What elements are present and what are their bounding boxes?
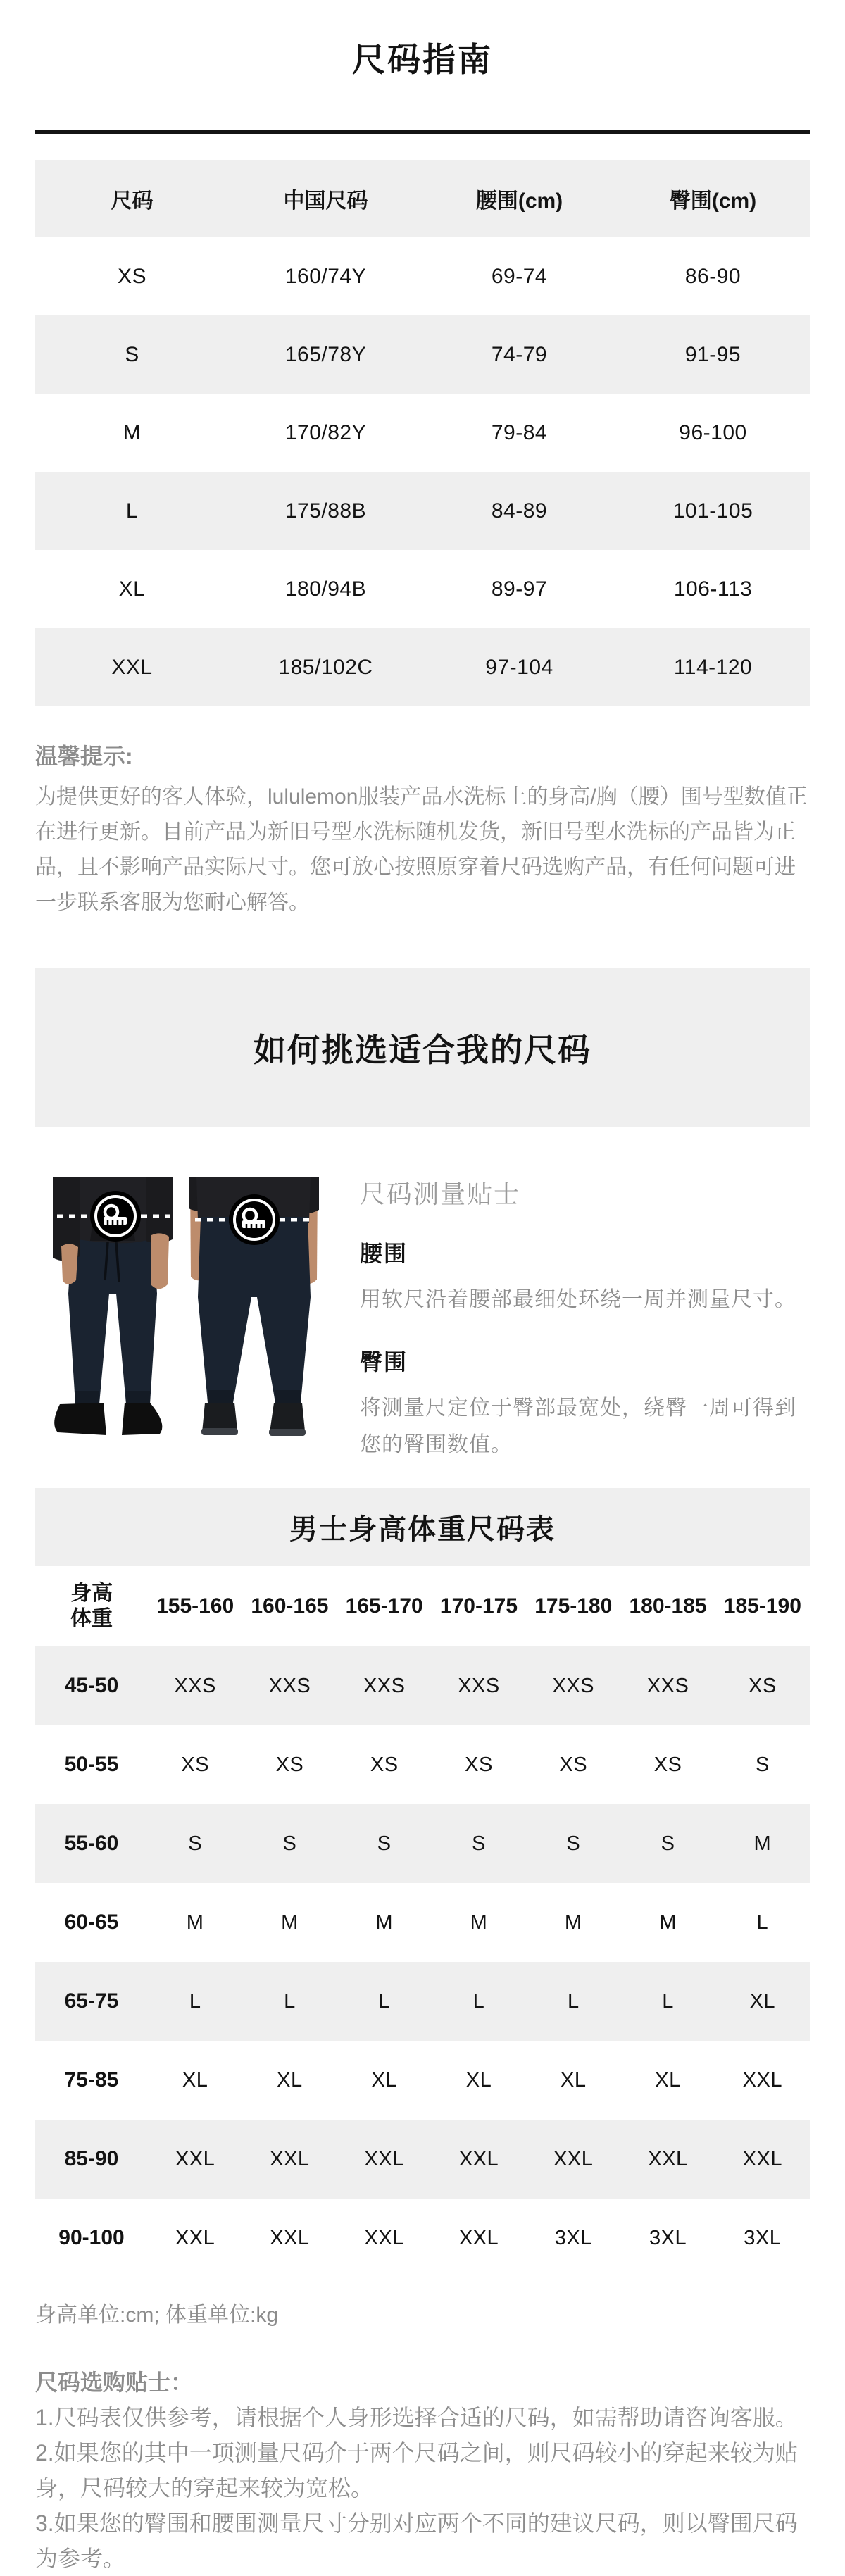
hw-table-head (35, 1566, 810, 1646)
height-range-header: 165-170 (345, 1594, 423, 1618)
hw-size-cell: XL (371, 2068, 397, 2092)
size-row (35, 628, 810, 706)
purchase-tips-list (35, 2400, 810, 2576)
height-weight-table (35, 1566, 810, 2277)
purchase-tips-title: 尺码选购贴士： (35, 2370, 194, 2395)
size-cell: 86-90 (684, 264, 741, 288)
hw-size-cell: L (189, 1989, 201, 2013)
size-cell: L (125, 499, 139, 523)
hw-size-cell: XS (559, 1753, 588, 1776)
hw-size-cell: L (567, 1989, 580, 2013)
hw-row (35, 1962, 810, 2041)
hw-size-cell: XXS (174, 1674, 216, 1697)
hw-size-cell: XL (465, 2068, 492, 2092)
hw-size-cell: M (659, 1911, 677, 1934)
weight-range-label: 75-85 (64, 2068, 119, 2092)
size-header-cell: 臀围(cm) (669, 189, 757, 213)
height-range-header: 185-190 (723, 1594, 801, 1618)
hw-size-cell: XXL (742, 2147, 782, 2170)
size-cell: 165/78Y (284, 342, 367, 366)
purchase-tips-section (35, 2365, 810, 2576)
pants-front-figure (53, 1177, 173, 1435)
hw-size-cell: XXL (458, 2226, 499, 2249)
hw-size-cell: L (756, 1911, 769, 1934)
tip-item: 1.尺码表仅供参考，请根据个人身形选择合适的尺码，如需帮助请咨询客服。 (35, 2405, 798, 2430)
hw-size-cell: XS (653, 1753, 682, 1776)
size-cell: 84-89 (491, 499, 548, 523)
hw-size-cell: S (566, 1832, 581, 1855)
hip-description: 将测量尺定位于臀部最宽处，绕臀一周可得到您的臀围数值。 (360, 1396, 796, 1456)
corner-weight-label: 体重 (70, 1607, 113, 1630)
hw-size-cell: XXL (175, 2226, 215, 2249)
weight-range-label: 60-65 (64, 1911, 119, 1934)
size-cell: 69-74 (491, 264, 548, 288)
hw-size-cell: XS (275, 1753, 304, 1776)
height-range-header: 160-165 (251, 1594, 329, 1618)
size-cell: 160/74Y (284, 264, 367, 288)
hw-size-cell: 3XL (649, 2226, 687, 2249)
size-cell: 180/94B (284, 577, 367, 601)
size-cell: 89-97 (491, 577, 548, 601)
hw-corner-cell (35, 1566, 148, 1646)
hw-size-cell: M (186, 1911, 204, 1934)
hw-size-cell: M (470, 1911, 488, 1934)
size-cell: 74-79 (491, 342, 548, 366)
size-cell: 91-95 (684, 342, 741, 366)
hw-table-body (35, 1646, 810, 2277)
measure-tips (360, 1177, 810, 1463)
hw-row (35, 1804, 810, 1883)
size-cell: 170/82Y (284, 420, 367, 444)
size-header-row (35, 160, 810, 237)
hw-size-cell: XXS (268, 1674, 311, 1697)
size-table-head (35, 160, 810, 237)
size-cell: M (123, 420, 142, 444)
size-cell: XXL (111, 655, 153, 679)
height-range-header: 170-175 (439, 1594, 518, 1618)
hw-size-cell: XXL (553, 2147, 594, 2170)
size-row (35, 394, 810, 472)
hw-size-cell: L (662, 1989, 674, 2013)
hw-size-cell: L (378, 1989, 391, 2013)
hw-row (35, 1883, 810, 1962)
size-cell: 79-84 (491, 420, 548, 444)
hw-size-cell: S (282, 1832, 297, 1855)
hw-size-cell: XL (277, 2068, 303, 2092)
hw-size-cell: XXL (270, 2147, 310, 2170)
hw-size-cell: S (377, 1832, 392, 1855)
tip-item: 3.如果您的臀围和腰围测量尺寸分别对应两个不同的建议尺码，则以臀围尺码为参考。 (35, 2511, 798, 2571)
size-cell: 106-113 (673, 577, 753, 601)
hw-row (35, 2120, 810, 2199)
height-range-header: 180-185 (629, 1594, 707, 1618)
how-to-choose-banner: 如何挑选适合我的尺码 (35, 968, 810, 1127)
weight-range-label: 85-90 (64, 2147, 119, 2170)
height-range-header: 175-180 (534, 1594, 613, 1618)
weight-range-label: 45-50 (64, 1674, 119, 1697)
pants-back-figure (189, 1177, 319, 1436)
hw-size-cell: S (188, 1832, 203, 1855)
hw-size-cell: XL (182, 2068, 208, 2092)
hw-size-cell: XL (561, 2068, 587, 2092)
hw-size-cell: S (661, 1832, 675, 1855)
hw-size-cell: XS (370, 1753, 399, 1776)
hw-size-cell: XXL (648, 2147, 688, 2170)
measuring-tape-icon (90, 1191, 141, 1242)
hw-size-cell: XXL (364, 2226, 404, 2249)
weight-range-label: 90-100 (58, 2226, 125, 2249)
height-range-header: 155-160 (156, 1594, 234, 1618)
notice-section (35, 740, 810, 920)
hw-size-cell: XXS (458, 1674, 500, 1697)
units-note: 身高单位:cm; 体重单位:kg (35, 2303, 279, 2327)
hw-row (35, 1646, 810, 1725)
size-cell: 185/102C (278, 655, 373, 679)
corner-height-label: 身高 (70, 1582, 113, 1605)
hw-size-cell: XXL (175, 2147, 215, 2170)
hw-size-cell: M (375, 1911, 394, 1934)
hw-size-cell: L (284, 1989, 296, 2013)
size-row (35, 550, 810, 628)
hw-size-cell: S (472, 1832, 486, 1855)
notice-body: 为提供更好的客人体验，lululemon服装产品水洗标上的身高/胸（腰）围号型数值正在进行更新。目前产品为新旧号型水洗标随机发货，新旧号型水洗标的产品皆为正品，且不影响产品实际尺寸。您可放心按照原穿着尺码选购产品，有任何问题可进一步联系客服为您耐心解答。 (35, 785, 808, 914)
page-title: 尺码指南 (352, 41, 493, 78)
measuring-tape-icon (229, 1194, 280, 1245)
size-header-cell: 尺码 (111, 189, 154, 213)
waist-label: 腰围 (360, 1241, 408, 1266)
hw-size-cell: XXL (364, 2147, 404, 2170)
size-cell: 101-105 (672, 499, 753, 523)
hw-header-row (35, 1566, 810, 1646)
hw-size-cell: S (755, 1753, 770, 1776)
hw-size-cell: XS (465, 1753, 493, 1776)
size-row (35, 472, 810, 550)
size-cell: XS (117, 264, 147, 288)
tip-item: 2.如果您的其中一项测量尺码介于两个尺码之间，则尺码较小的穿起来较为贴身，尺码较大的穿起来较为宽松。 (35, 2440, 798, 2501)
size-cell: 114-120 (673, 655, 753, 679)
hw-row (35, 2199, 810, 2277)
hw-size-cell: XS (749, 1674, 777, 1697)
weight-range-label: 50-55 (64, 1753, 119, 1776)
hw-size-cell: M (753, 1832, 772, 1855)
size-cell: 97-104 (485, 655, 553, 679)
hw-size-cell: 3XL (744, 2226, 782, 2249)
size-cell: XL (118, 577, 146, 601)
measure-section (35, 1177, 810, 1463)
weight-range-label: 55-60 (64, 1832, 119, 1855)
size-table (35, 160, 810, 706)
notice-title: 温馨提示: (35, 744, 133, 769)
hw-size-cell: M (281, 1911, 299, 1934)
title-divider (35, 130, 810, 134)
hw-size-cell: XS (181, 1753, 209, 1776)
size-cell: 175/88B (284, 499, 367, 523)
size-row (35, 237, 810, 315)
hw-size-cell: 3XL (554, 2226, 592, 2249)
size-row (35, 315, 810, 394)
size-cell: 96-100 (679, 420, 747, 444)
hw-size-cell: M (564, 1911, 582, 1934)
measure-tips-title: 尺码测量贴士 (360, 1180, 521, 1208)
hip-label: 臀围 (360, 1349, 408, 1375)
hw-size-cell: XXL (742, 2068, 782, 2092)
pants-measurement-illustration (46, 1177, 320, 1440)
hw-size-cell: XXL (458, 2147, 499, 2170)
hw-size-cell: XL (655, 2068, 681, 2092)
hw-size-cell: XXS (552, 1674, 595, 1697)
hw-row (35, 1725, 810, 1804)
hw-row (35, 2041, 810, 2120)
hw-size-cell: XXS (646, 1674, 689, 1697)
waist-description: 用软尺沿着腰部最细处环绕一周并测量尺寸。 (360, 1288, 796, 1311)
size-header-cell: 腰围(cm) (475, 189, 563, 213)
hw-size-cell: XXS (363, 1674, 406, 1697)
weight-range-label: 65-75 (64, 1989, 119, 2013)
size-header-cell: 中国尺码 (283, 189, 368, 213)
hw-size-cell: XXL (270, 2226, 310, 2249)
height-weight-table-title: 男士身高体重尺码表 (35, 1488, 810, 1566)
hw-size-cell: XL (749, 1989, 776, 2013)
size-table-body (35, 237, 810, 706)
size-cell: S (125, 342, 139, 366)
hw-size-cell: L (472, 1989, 485, 2013)
